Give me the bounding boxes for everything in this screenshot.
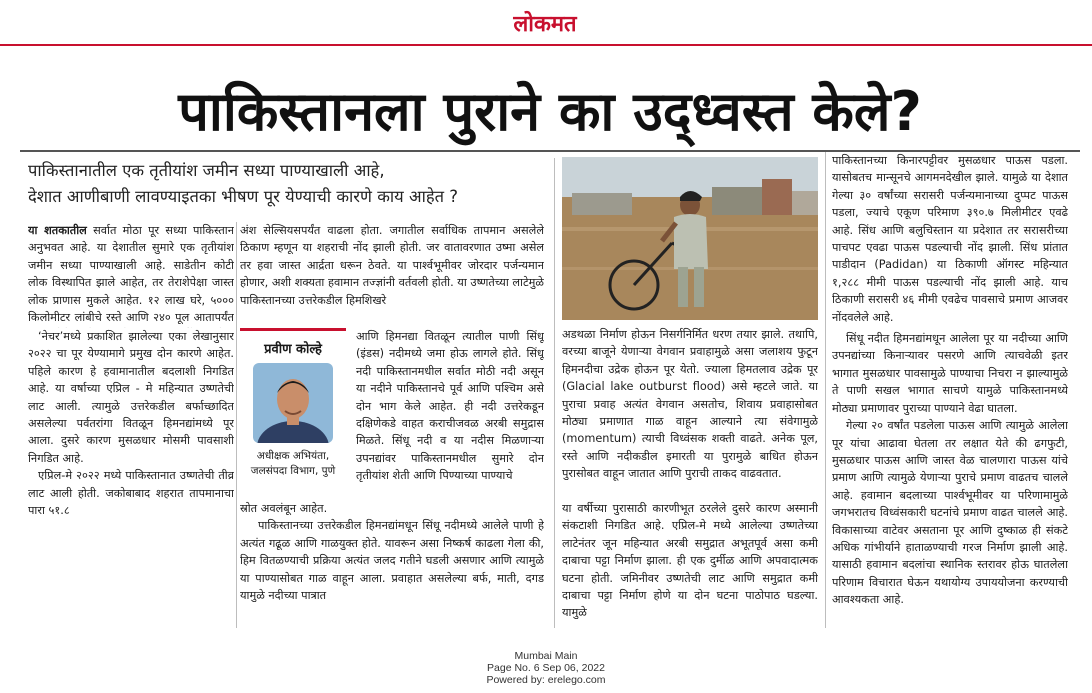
column-3-top: अडथळा निर्माण होऊन निसर्गनिर्मित धरण तयार झाले. तथापि, वरच्या बाजूने येणाऱ्या वेगवान प्रवाहामुळे असा जलाशय फुटून हिमनदीचा उद्रेक होऊन पूर येतो. ज्याला हिमतलाव उद्रेक पूर (Glacial lake outburst flood) असे म्हटले जाते. या पुराचा प्रवाह अत्यंत वेगवान असतोच, शिवाय प्रवाहासोबत मोठ्या प्रमाणात गाळ वाहून आल्याने त्या संवेगामुळे (momentum) त्याची विध्वंसक शक्ती वाढते. अनेक पूल, रस्ते आणि नदीकडील इमारती या पुरामुळे बाधित होऊन पुरासोबत वाहून जातात आणि पुराची ताकद वाढवतात. bbox=[562, 328, 818, 481]
column-2-paragraph-2: पाकिस्तानच्या उत्तरेकडील हिमनद्यांमधून सिंधू नदीमध्ये आलेले पाणी हे अत्यंत गढूळ आणि गाळयुक्त होते. यावरून असा निष्कर्ष काढला गेला की, हिम वितळण्याची प्रक्रिया अत्यंत जलद गतीने घडली असणार आणि त्यामुळे या पाण्यासोबत गाळ वाहून आला. प्रवाहात असलेल्या बर्फ, माती, दगड यामुळे नदीच्या पात्रात bbox=[240, 519, 544, 603]
author-box bbox=[240, 328, 346, 488]
masthead-rule bbox=[0, 44, 1092, 46]
column-divider-2 bbox=[554, 158, 555, 628]
author-photo bbox=[253, 363, 333, 443]
footer-page-info: Page No. 6 Sep 06, 2022 bbox=[487, 662, 605, 674]
column-4-paragraph-3: गेल्या २० वर्षांत पडलेला पाऊस आणि त्यामुळे आलेला पूर यांचा आढावा घेतला तर लक्षात येते की ढगफुटी, मुसळधार पाऊस आणि जास्त वेळ चालणारा पाऊस यांचे प्रमाण आणि त्यामुळे येणाऱ्या पुराचे प्रमाण वाढतच चालले आहे. हवामान बदलाच्या पार्श्वभूमीवर या परिणामामुळे जगभरातच विध्वंसकारी घटनांचे प्रमाण वाढत चालले आहे. विकासाच्या वाटेवर असताना पूर आणि दुष्काळ ही संकटे अधिक गांभीर्याने हाताळण्याची गरज निर्माण झाली आहे. यासाठी हवामान बदलांचा स्थानिक स्तरावर होऊ घातलेला परिणाम विचारात घेऊन यथायोग्य उपाययोजना करण्याची आवश्यकता आहे. bbox=[832, 419, 1068, 607]
flood-photo[interactable] bbox=[562, 157, 818, 320]
column-1-text: सर्वात मोठा पूर सध्या पाकिस्तान अनुभवत आहे. या देशातील सुमारे एक तृतीयांश जमीन सध्या पाण्याखाली आहे. साडेतीन कोटी लोक विस्थापित झाले आहेत, तर तेराशेपेक्षा जास्त लोक प्राणास मुकले आहेत. १२ लाख घरे, ५००० किलोमीटर लांबीचे रस्ते आणि २४० पूल आतापर्यंत bbox=[28, 224, 234, 325]
footer-powered-by[interactable]: Powered by: erelego.com bbox=[486, 674, 606, 686]
subheadline-line-1: पाकिस्तानातील एक तृतीयांश जमीन सध्या पाण्याखाली आहे, bbox=[28, 161, 385, 180]
column-divider-1 bbox=[236, 222, 237, 628]
column-3-bottom: या वर्षीच्या पुरासाठी कारणीभूत ठरलेले दुसरे कारण अस्मानी संकटाशी निगडित आहे. एप्रिल-मे मध्ये आलेल्या उष्णतेच्या लाटेनंतर जून महिन्यात अरबी समुद्रात अभूतपूर्व असा कमी दाबाचा पट्टा निर्माण झाला. ही एक दुर्मीळ आणि अपवादात्मक घटना होती. जमिनीवर उष्णतेची लाट आणि समुद्रात कमी दाबाचा पट्टा निर्माण होणे या दोन घटना पाठोपाठ घडल्या. यामुळे bbox=[562, 502, 818, 620]
lead-words: या शतकातील bbox=[28, 224, 87, 237]
footer-edition: Mumbai Main bbox=[514, 650, 578, 662]
column-2-bottom bbox=[240, 500, 544, 628]
column-2-source-line: स्रोत अवलंबून आहेत. bbox=[240, 502, 328, 515]
column-4-paragraph-1: पाकिस्तानच्या किनारपट्टीवर मुसळधार पाऊस पडला. यासोबतच मान्सूनचे आगमनदेखील झाले. यामुळे या देशात गेल्या ३० वर्षांच्या सरासरी पर्जन्यमानाच्या दुप्पट पाऊस पडला, ज्याचे एकूण परिमाण ३९०.७ मिलीमीटर एवढे आहे. सिंध आणि बलुचिस्तान या प्रदेशात तर सरासरीच्या पाचपट एवढा पाऊस पडल्याची नोंद झाली. सिंध प्रांतात पाडीदान (Padidan) या ठिकाणी ऑगस्ट महिन्यात १,२८८ मीमी पाऊस पडल्याची नोंद झाली आहे. याच ठिकाणी सरासरी ४६ मीमी एवढेच पावसाचे प्रमाण आजवर नोंदवलेले आहे. bbox=[832, 154, 1068, 324]
column-2-top: अंश सेल्सियसपर्यंत वाढला होता. जगातील सर्वाधिक तापमान असलेले ठिकाण म्हणून या शहराची नोंद झाली होती. जर वातावरणात उष्मा असेल तर हवा जास्त आर्द्रता धरून ठेवते. या पार्श्वभूमीवर जोरदार पर्जन्यमान होणार, अशी शक्यता हवामान तज्ज्ञांनी वर्तवली होती. या उष्णतेच्या लाटेमुळे पाकिस्तानच्या उत्तरेकडील हिमशिखरे bbox=[240, 224, 544, 307]
column-1-paragraph-2: ‘नेचर’मध्ये प्रकाशित झालेल्या एका लेखानुसार २०२२ चा पूर येण्यामागे प्रमुख दोन कारणे आहेत. पहिले कारण हे हवामानातील बदलाशी निगडित आहे. या वर्षाच्या एप्रिल - मे महिन्यात उष्णतेची लाट आली. त्यामुळे उत्तरेकडील बर्फाच्छादित असलेल्या पर्वतरांगा वितळून हिमनद्यांमध्ये पूर आला. दुसरे कारण मुसळधार मोसमी पावसाशी निगडित आहे. bbox=[28, 330, 234, 465]
column-1-bottom bbox=[28, 328, 234, 628]
author-designation-line-1: अधीक्षक अभियंता, bbox=[256, 450, 330, 462]
masthead bbox=[0, 0, 1092, 46]
column-1-top bbox=[28, 222, 234, 328]
author-designation bbox=[240, 449, 346, 479]
column-divider-3 bbox=[825, 152, 826, 628]
page-footer bbox=[346, 650, 746, 686]
lokmat-logo[interactable]: लोकमत bbox=[513, 11, 577, 37]
column-4 bbox=[832, 152, 1068, 628]
author-name: प्रवीण कोल्हे bbox=[264, 342, 322, 357]
flood-cyclist-photo bbox=[562, 157, 818, 320]
subheadline bbox=[28, 158, 548, 210]
headline: पाकिस्तानला पुराने का उद्ध्वस्त केले? bbox=[178, 80, 922, 143]
subheadline-line-2: देशात आणीबाणी लावण्याइतका भीषण पूर येण्याची कारणे काय आहेत ? bbox=[28, 187, 458, 206]
column-1-paragraph-3: एप्रिल-मे २०२२ मध्ये पाकिस्तानात उष्णतेची तीव्र लाट आली होती. जकोबाबाद शहरात तापमानाचा पारा ५१.८ bbox=[28, 469, 234, 518]
column-2-right: आणि हिमनद्या वितळून त्यातील पाणी सिंधू (इंडस) नदीमध्ये जमा होऊ लागले होते. सिंधू नदी पाकिस्तानमधील सर्वात मोठी नदी असून या नदीने पाकिस्तानचे पूर्व आणि पश्चिम असे दोन भाग केले आहेत. ही नदी उत्तरेकडून दक्षिणेकडे वाहत कराचीजवळ अरबी समुद्रास मिळते. सिंधू नदी व या नदीस मिळणाऱ्या उपनद्यांवर पाकिस्तानमधील सुमारे दोन तृतीयांश शेती आणि पिण्याच्या पाण्याचे bbox=[356, 330, 544, 483]
author-designation-line-2: जलसंपदा विभाग, पुणे bbox=[250, 465, 336, 477]
column-4-paragraph-2: सिंधू नदीत हिमनद्यांमधून आलेला पूर या नदीच्या आणि उपनद्यांच्या किनाऱ्यावर पसरणे आणि त्याचवेळी इतर भागात मुसळधार पावसामुळे पाण्याचा निचरा न झाल्यामुळे ते पाणी सखल भागात साचणे यामुळे पाकिस्तानमध्ये मोठ्या प्रमाणावर पुराच्या पाण्याने वेढा घातला. bbox=[832, 332, 1068, 415]
